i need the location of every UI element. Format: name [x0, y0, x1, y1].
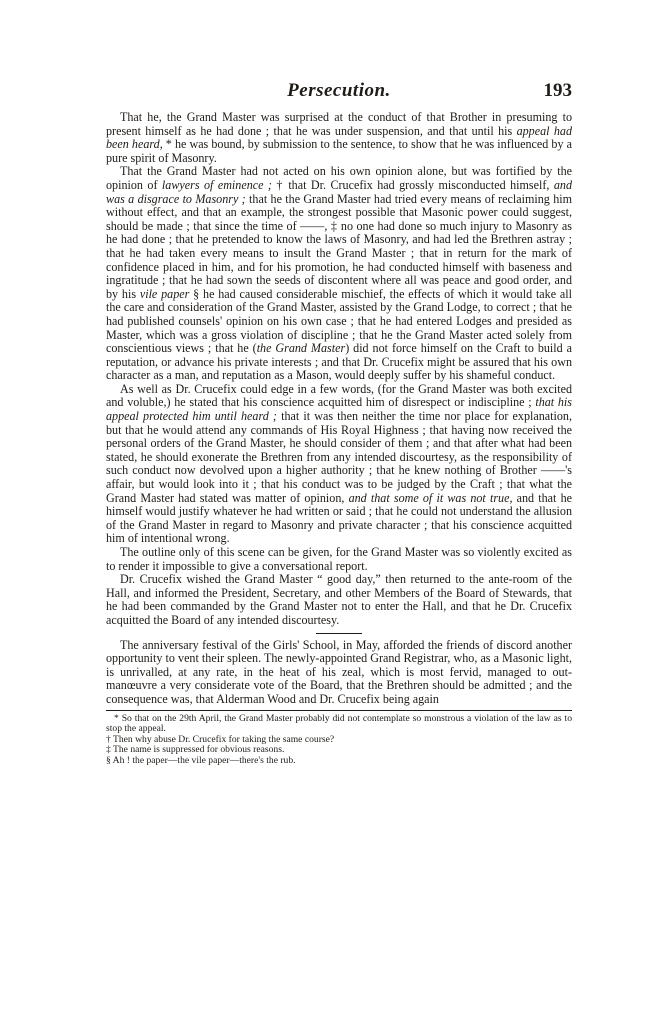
text-run: * he was bound, by submission to the sentence, to show that he was influenced by a pure spirit of Masonry. — [106, 137, 572, 165]
text-run: ) did not force himself on the Craft to build a reputation, or advance his private interests ; and that Dr. Crucefix might be assured that his own character as a man, and reputation as a Mason, would deeply suffer by his shameful conduct. — [106, 341, 572, 383]
section-divider — [316, 633, 362, 634]
footnote-2: † Then why abuse Dr. Crucefix for taking the same course? — [106, 733, 335, 745]
text-run: The outline only of this scene can be given, for the Grand Master was so violently excited as to render it impossible to give a conversational report. — [106, 545, 572, 573]
running-title: Persecution. — [287, 80, 391, 101]
text-run: That the Grand Master had not acted on his own opinion alone, but was fortified by the opinion of — [106, 164, 572, 192]
footnote-4: § Ah ! the paper—the vile paper—there's the rub. — [106, 754, 296, 766]
paragraph-5 — [106, 573, 572, 627]
paragraph-4 — [106, 546, 572, 573]
footnote-1: * So that on the 29th April, the Grand Master probably did not contemplate so monstrous a violation of the law as to stop the appeal. — [106, 712, 572, 735]
italic-text: that his appeal protected him until heard ; — [106, 395, 572, 424]
footnote-divider — [106, 710, 572, 711]
paragraph-3 — [106, 383, 572, 546]
italic-text: vile paper — [139, 286, 190, 301]
italic-text: appeal had been heard, — [106, 123, 572, 152]
text-run: As well as Dr. Crucefix could edge in a few words, (for the Grand Master was both excited and voluble,) he stated that his conscience acquitted him of disrespect or indiscipline ; — [106, 381, 572, 410]
text-run: † that Dr. Crucefix had grossly misconducted himself, — [271, 177, 554, 192]
text-run: That he, the Grand Master was surprised at the conduct of that Brother in presuming to present himself as he had done ; that he was under suspension, and that until his — [106, 110, 572, 138]
text-run: that he the Grand Master had tried every means of reclaiming him without effect, and that an example, the strongest possible that Masonic power could suggest, should be made ; that since the time of ——, ‡ no one had done so much injury to Masonry as he had done ; that he pretended to know the laws of Masonry, and had led the Brethren astray ; that he had taken every means to insult the Grand Master ; that in return for the mark of confidence placed in him, and for his promotion, he had conducted himself with baseness and ingratitude ; that he had sown the seeds of discontent where all was peace and good order, and by his — [106, 191, 573, 301]
paragraph-1 — [106, 111, 572, 165]
text-run: § he had caused considerable mischief, the effects of which it would take all the care and consideration of the Grand Master, assisted by the Grand Lodge, to correct ; that he had published counsels' opinion on his own case ; that he had entered Lodges and presided as Master, which was a gross violation of discipline ; that he the Grand Master acted solely from conscientious views ; that he ( — [106, 286, 572, 356]
footnotes — [106, 714, 572, 767]
text-run: that it was then neither the time nor place for explanation, but that he would attend any commands of His Royal Highness ; that having now received the personal orders of the Grand Master, he should consider of them ; and that after what had been stated, he should exonerate the Brethren from any intended discourtesy, as the responsibility of such conduct now devolved upon a higher authority ; that he knew nothing of Brother ——'s affair, but would look into it ; that his conduct was to be judged by the Craft ; that what the Grand Master had stated was matter of opinion, — [106, 409, 572, 505]
italic-text: and was a disgrace to Masonry ; — [106, 177, 572, 206]
text-run: The anniversary festival of the Girls' School, in May, afforded the friends of discord another opportunity to vent their spleen. The newly-appointed Grand Registrar, who, as a Masonic light, is unrivalled, at any rate, in the heat of his zeal, which is most fervid, managed to out-manœuvre a very considerate vote of the Board, that the Brethren should be admitted ; and the consequence was, that Alderman Wood and Dr. Crucefix being again — [106, 637, 572, 706]
paragraph-2 — [106, 165, 572, 383]
paragraph-6 — [106, 639, 572, 707]
text-run: and that he himself would justify whatever he had written or said ; that he could not understand the allusion of the Grand Master in regard to Masonry and private character ; that his conscience acquitted him of intentional wrong. — [106, 490, 572, 546]
italic-text: the Grand Master — [256, 341, 346, 356]
footnote-3: ‡ The name is suppressed for obvious reasons. — [106, 744, 285, 756]
page-header — [106, 80, 572, 106]
italic-text: and that some of it was not true, — [348, 490, 513, 505]
body-text — [106, 111, 572, 767]
text-run: Dr. Crucefix wished the Grand Master “ good day,” then returned to the ante-room of the Hall, and informed the President, Secretary, and other Members of the Board of Stewards, that he had been commanded by the Grand Master not to enter the Hall, and that he Dr. Crucefix acquitted the Board of any intended discourtesy. — [106, 572, 572, 627]
page-number: 193 — [543, 80, 572, 101]
italic-text: lawyers of eminence ; — [161, 177, 272, 192]
